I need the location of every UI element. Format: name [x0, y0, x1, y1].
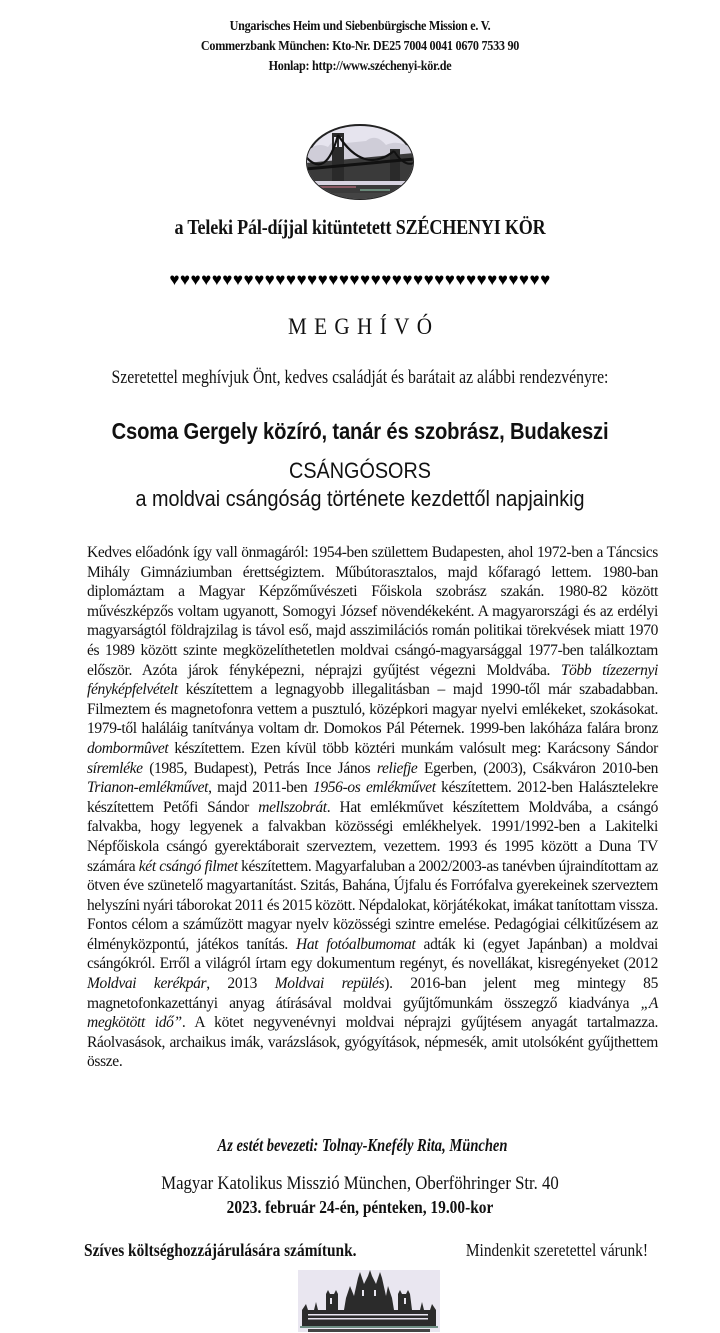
invitation-text: Szeretettel meghívjuk Önt, kedves családját és barátait az alábbi rendezvényre: [111, 368, 609, 388]
speaker-biography [87, 543, 658, 1072]
bio-text-run: Egerben, (2003), Csákváron 2010-ben [417, 759, 658, 777]
bio-italic-phrase: két csángó filmet [138, 857, 238, 875]
bio-text-run: adták ki (egyet Japánban) a moldvai csángókról. Erről a világról írtam egy dokumentum regényt, és novellákat, kisregényeket (2012 [87, 935, 659, 973]
bank-details: Commerzbank München: Kto-Nr. DE25 7004 0041 0670 7533 90 [200, 38, 520, 53]
bio-text-run: . Hat emlékművet készítettem Moldvába, a csángó falvakba, hogy legyenek a falvakban közösségi emlékhelyek. 1991/1992-ben a Lakitelki Népfőiskola csángó gyerektáborait szerveztem, vezettem. 1993 és 1995 között a Duna TV számára [87, 798, 658, 875]
heart-divider: ♥♥♥♥♥♥♥♥♥♥♥♥♥♥♥♥♥♥♥♥♥♥♥♥♥♥♥♥♥♥♥♥♥♥♥♥ [169, 270, 551, 289]
bio-text-run: készítettem a legnagyobb illegalitásban – majd 1990-től már szabadabban. Filmeztem és magnetofonra vettem a pusztuló, középkori magyar nyelvi emlékeket, szokásokat. 1979-től haláláig tanítványa voltam dr. Domokos Pál Péternek. 1999-ben lakóháza falára bronz [87, 681, 658, 738]
speaker-name: Csoma Gergely közíró, tanár és szobrász, Budakeszi [111, 418, 609, 444]
bio-text-run: (1985, Budapest), Petrás Ince János [142, 759, 377, 777]
bio-text-run: . A kötet negyvenévnyi moldvai néprajzi gyűjtésem anyagát tartalmazza. Ráolvasások, archaikus imák, varázslások, gyógyítások, népmesék, amit utolsóként gyűjthettem össze. [87, 1014, 658, 1071]
homepage-link[interactable]: Honlap: http://www.széchenyi-kör.de [268, 58, 452, 73]
venue-address: Magyar Katolikus Misszió München, Oberföhringer Str. 40 [161, 1173, 559, 1194]
bio-italic-phrase: reliefje [376, 759, 418, 777]
event-datetime: 2023. február 24-én, pénteken, 19.00-kor [226, 1197, 494, 1217]
bio-text-run: készítettem. Ezen kívül több köztéri munkám valósult meg: Karácsony Sándor [168, 739, 658, 757]
bio-italic-phrase: síremléke [87, 759, 143, 777]
bio-italic-phrase: Trianon-emlékművet [87, 779, 209, 797]
bio-text-run: ). 2016-ban jelent meg mintegy 85 magnetofonkazettányi anyag átírásával moldvai gyűjtőmunkám összegző kiadványa [87, 975, 658, 1012]
bio-italic-phrase: Moldvai kerékpár [87, 975, 207, 993]
welcome-note: Mindenkit szeretettel várunk! [465, 1240, 648, 1260]
invitation-title: MEGHÍVÓ [287, 314, 440, 339]
introduced-by: Az estét bevezeti: Tolnay-Knefély Rita, München [217, 1135, 508, 1155]
parliament-logo [298, 1270, 440, 1332]
bio-italic-phrase: dombormûvet [87, 739, 169, 757]
bio-italic-phrase: Moldvai repülés [274, 975, 385, 993]
lecture-title: CSÁNGÓSORS [289, 458, 431, 483]
contribution-note: Szíves költséghozzájárulására számítunk. [84, 1240, 357, 1260]
award-line: a Teleki Pál-díjjal kitüntetett SZÉCHENYI KÖR [174, 215, 546, 239]
bio-italic-phrase: „A megkötött idő” [87, 994, 658, 1032]
bio-text-run: készítettem. 2012-ben Halásztelekre készítettem Petőfi Sándor [87, 779, 659, 816]
bio-italic-phrase: 1956-os emlékművet [312, 779, 436, 797]
bio-text-run: , 2013 [206, 975, 275, 993]
organization-name: Ungarisches Heim und Siebenbürgische Mission e. V. [229, 18, 491, 33]
bio-text-run: , majd 2011-ben [208, 779, 313, 797]
bio-text-run: készítettem. Magyarfaluban a 2002/2003-as tanévben újraindítottam az ötven éve szünetelő magyartanítást. Szitás, Bahána, Újfalu és Forrófalva gyerekeinek szerveztem helyszíni nyári táborokat 2011 és 2015 között. Népdalokat, körjátékokat, imákat tanítottam vissza. Fontos célom a száműzött magyar nyelv közösségi szintre emelése. Pedagógiai célkitűzésem az élményközpontú, játékos tanítás. [87, 857, 659, 953]
bio-italic-phrase: mellszobrát [258, 798, 327, 816]
lecture-subtitle: a moldvai csángóság története kezdettől napjainkig [135, 486, 585, 511]
bio-italic-phrase: Több tízezernyi fényképfelvételt [87, 661, 658, 699]
bio-italic-phrase: Hat fotóalbumomat [295, 935, 416, 953]
bio-text-run: Kedves előadónk így vall önmagáról: 1954-ben születtem Budapesten, ahol 1972-ben a Táncsics Mihály Gimnáziumban érettségiztem. Műbútorasztalos, majd kőfaragó lettem. 1980-ban diplomáztam a Magyar Képzőművészeti Főiskola szobrász szakán. 1980-82 között művészképzős voltam ugyanott, Somogyi József növendékeként. A magyarországi és az erdélyi magyarságtól földrajzilag is távol eső, majd asszimilációs román politikai törekvések miatt 1970 és 1989 között szinte megközelíthetetlen moldvai csángó-magyarsággal 1977-ben találkoztam először. Azóta járok fényképezni, néprajzi gyűjtést végezni Moldvába. [87, 544, 658, 679]
chain-bridge-logo [306, 123, 414, 201]
